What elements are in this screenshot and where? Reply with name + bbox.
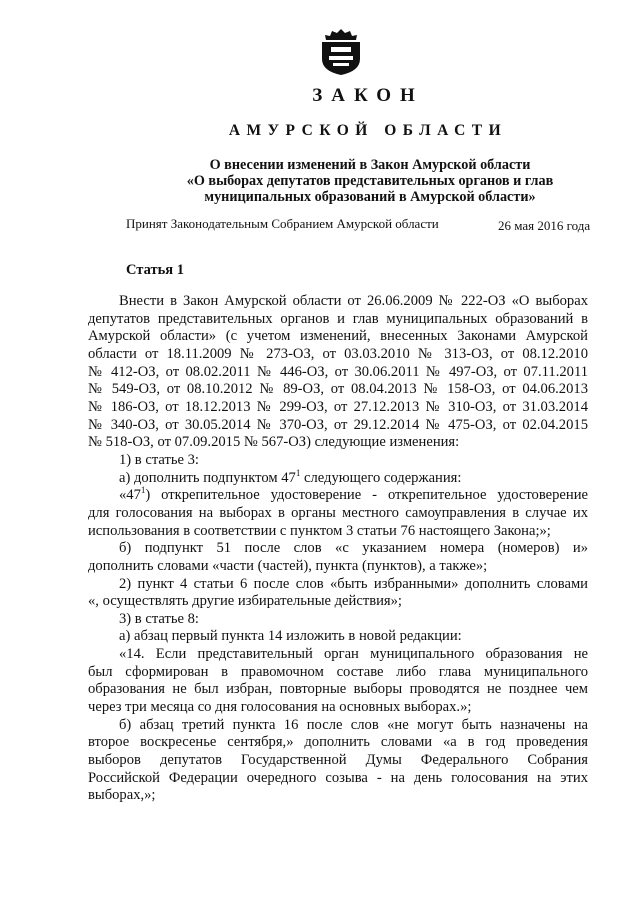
body-line: образования не был избран, повторные выборы проводятся не позднее чем xyxy=(88,681,588,698)
subject-line: «О выборах депутатов представительных органов и глав xyxy=(186,173,554,189)
body-line: «, осуществлять другие избирательные действия»; xyxy=(88,593,402,610)
body-line: № 549-ОЗ, от 08.10.2012 № 89-ОЗ, от 08.04.2013 № 158-ОЗ, от 04.06.2013 xyxy=(88,381,588,398)
law-title: ЗАКОН xyxy=(312,85,424,106)
body-line: через три месяца со дня голосования на основных выборах.»; xyxy=(88,699,472,716)
body-line: 3) в статье 8: xyxy=(119,610,199,627)
region-title: АМУРСКОЙ ОБЛАСТИ xyxy=(228,122,508,139)
body-line: б) абзац третий пункта 16 после слов «не могут быть назначены на xyxy=(119,716,588,733)
body-line: № 340-ОЗ, от 30.05.2014 № 370-ОЗ, от 29.12.2014 № 475-ОЗ, от 02.04.2015 xyxy=(88,416,588,433)
adopted-by: Принят Законодательным Собранием Амурской области xyxy=(126,216,439,231)
body-line: а) абзац первый пункта 14 изложить в новой редакции: xyxy=(119,628,462,645)
law-subject xyxy=(140,157,600,205)
body-line: «$47^1$) открепительное удостоверение - открепительное удостоверение xyxy=(119,485,588,504)
body-line: использования в соответствии с пунктом 3 статьи 76 настоящего Закона;»; xyxy=(88,522,551,539)
subject-line: О внесении изменений в Закон Амурской области xyxy=(209,157,531,173)
body-line: № 412-ОЗ, от 08.02.2011 № 446-ОЗ, от 30.06.2011 № 497-ОЗ, от 07.11.2011 xyxy=(88,363,588,380)
body-line: 2) пункт 4 статьи 6 после слов «быть избранными» дополнить словами xyxy=(119,575,588,592)
body-line: № 518-ОЗ, от 07.09.2015 № 567-ОЗ) следующие изменения: xyxy=(88,434,460,451)
body-line: а) дополнить подпунктом $47^1$ следующего содержания: xyxy=(119,467,462,486)
subject-line: муниципальных образований в Амурской области» xyxy=(204,189,536,205)
body-line: депутатов представительных органов и глав муниципальных образований в xyxy=(88,310,588,327)
body-line: «14. Если представительный орган муниципального образования не xyxy=(119,646,588,663)
body-line: 1) в статье 3: xyxy=(119,451,199,468)
body-line: б) подпункт 51 после слов «с указанием номера (номеров) и» xyxy=(119,540,588,557)
amur-oblast-coat-of-arms-icon xyxy=(319,28,363,76)
body-line: Внести в Закон Амурской области от 26.06.2009 № 222-ОЗ «О выборах xyxy=(119,293,588,309)
body-line: второе воскресенье сентября,» дополнить словами «а в год проведения xyxy=(88,734,588,751)
body-line: дополнить словами «части (частей), пункта (пунктов), а также»; xyxy=(88,557,488,574)
body-line: Амурской области» (с учетом изменений, внесенных Законами Амурской xyxy=(88,328,588,345)
body-line: был сформирован в правомочном составе либо глава муниципального xyxy=(88,663,588,680)
body-line: для голосования на выборах в органы местного самоуправления в случае их xyxy=(88,504,588,521)
body-line: области от 18.11.2009 № 273-ОЗ, от 03.03.2010 № 313-ОЗ, от 08.12.2010 xyxy=(88,345,588,362)
body-line: выборах,»; xyxy=(88,787,156,804)
body-line: № 186-ОЗ, от 18.12.2013 № 299-ОЗ, от 27.12.2013 № 310-ОЗ, от 31.03.2014 xyxy=(88,398,588,415)
body-line: выборов депутатов Государственной Думы Федерального Собрания xyxy=(88,752,588,769)
article-title: Статья 1 xyxy=(126,262,184,278)
body-line: Российской Федерации очередного созыва - на день голосования на этих xyxy=(88,769,588,786)
article-body xyxy=(88,293,588,805)
adopted-date: 26 мая 2016 года xyxy=(498,218,591,233)
